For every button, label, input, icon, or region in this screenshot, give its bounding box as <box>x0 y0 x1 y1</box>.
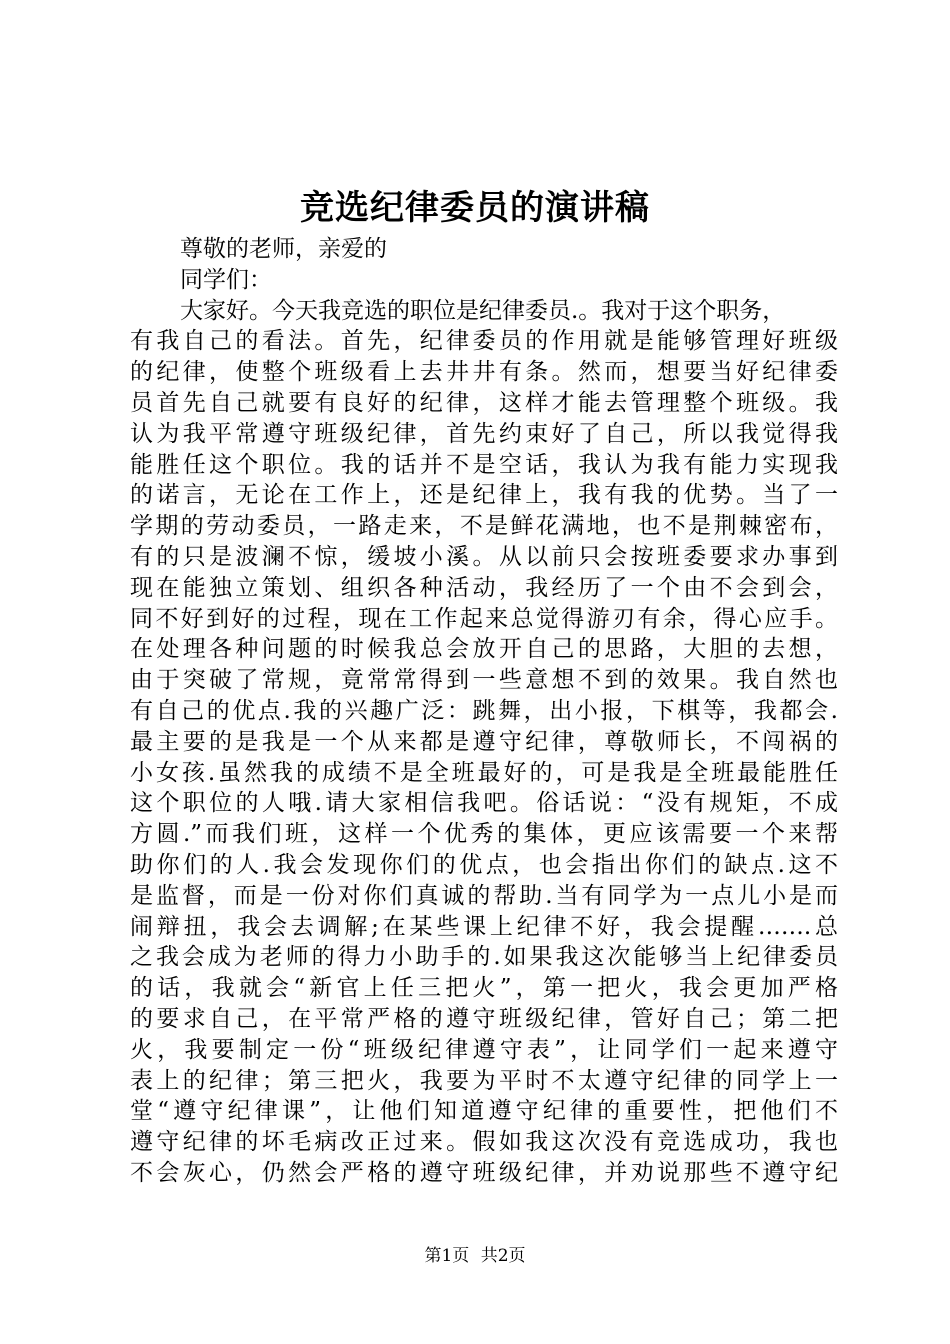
paragraph-line: 在处理各种问题的时候我总会放开自己的思路，大胆的去想， <box>130 636 838 663</box>
paragraph-line: 现在能独立策划、组织各种活动，我经历了一个由不会到会， <box>130 574 838 601</box>
page-title: 竞选纪律委员的演讲稿 <box>300 188 650 228</box>
paragraph-line: 方圆.”而我们班，这样一个优秀的集体，更应该需要一个来帮 <box>130 821 838 848</box>
paragraph-line: 的话，我就会“新官上任三把火”，第一把火，我会更加严格 <box>130 975 838 1002</box>
paragraph-line: 遵守纪律的坏毛病改正过来。假如我这次没有竞选成功，我也 <box>130 1129 838 1156</box>
paragraph-line: 的要求自己，在平常严格的遵守班级纪律，管好自己；第二把 <box>130 1005 838 1032</box>
body-text <box>130 234 838 1189</box>
paragraph-line: 的纪律，使整个班级看上去井井有条。然而，想要当好纪律委 <box>130 359 838 386</box>
salutation-line: 尊敬的老师，亲爱的 <box>180 236 387 262</box>
paragraph-line: 闹辩扭，我会去调解;在某些课上纪律不好，我会提醒…….总 <box>130 913 838 940</box>
paragraph-line: 是监督，而是一份对你们真诚的帮助.当有同学为一点儿小是而 <box>130 882 838 909</box>
page-total: 共2页 <box>480 1246 526 1266</box>
paragraph-line: 学期的劳动委员，一路走来，不是鲜花满地，也不是荆棘密布， <box>130 513 838 540</box>
paragraph-line: 助你们的人.我会发现你们的优点，也会指出你们的缺点.这不 <box>130 851 838 878</box>
paragraph-line: 最主要的是我是一个从来都是遵守纪律，尊敬师长，不闯祸的 <box>130 728 838 755</box>
paragraph-line: 的诺言，无论在工作上，还是纪律上，我有我的优势。当了一 <box>130 482 838 509</box>
paragraph-line: 有自己的优点.我的兴趣广泛：跳舞，出小报，下棋等，我都会. <box>130 697 838 724</box>
paragraph-line: 同不好到好的过程，现在工作起来总觉得游刃有余，得心应手。 <box>130 605 838 632</box>
salutation-line: 同学们： <box>180 266 272 293</box>
paragraph-line: 之我会成为老师的得力小助手的.如果我这次能够当上纪律委员 <box>130 944 838 971</box>
paragraph-line: 小女孩.虽然我的成绩不是全班最好的，可是我是全班最能胜任 <box>130 759 838 786</box>
page-number: 第1页 <box>424 1246 470 1266</box>
paragraph-line: 不会灰心，仍然会严格的遵守班级纪律，并劝说那些不遵守纪 <box>130 1159 838 1186</box>
paragraph-line: 这个职位的人哦.请大家相信我吧。俗话说：“没有规矩，不成 <box>130 790 838 817</box>
paragraph-line: 由于突破了常规，竟常常得到一些意想不到的效果。我自然也 <box>130 667 838 694</box>
paragraph-line: 大家好。今天我竞选的职位是纪律委员.。我对于这个职务， <box>180 297 786 324</box>
paragraph-line: 员首先自己就要有良好的纪律，这样才能去管理整个班级。我 <box>130 389 838 416</box>
paragraph-line: 认为我平常遵守班级纪律，首先约束好了自己，所以我觉得我 <box>130 420 838 447</box>
paragraph-line: 能胜任这个职位。我的话并不是空话，我认为我有能力实现我 <box>130 451 838 478</box>
page-footer <box>0 1244 950 1268</box>
paragraph-line: 有我自己的看法。首先，纪律委员的作用就是能够管理好班级 <box>130 328 838 355</box>
paragraph-line: 表上的纪律；第三把火，我要为平时不太遵守纪律的同学上一 <box>130 1067 838 1094</box>
paragraph-line: 有的只是波澜不惊，缓坡小溪。从以前只会按班委要求办事到 <box>130 543 838 570</box>
paragraph-line: 堂“遵守纪律课”，让他们知道遵守纪律的重要性，把他们不 <box>130 1098 838 1125</box>
paragraph-line: 火，我要制定一份“班级纪律遵守表”，让同学们一起来遵守 <box>130 1036 838 1063</box>
